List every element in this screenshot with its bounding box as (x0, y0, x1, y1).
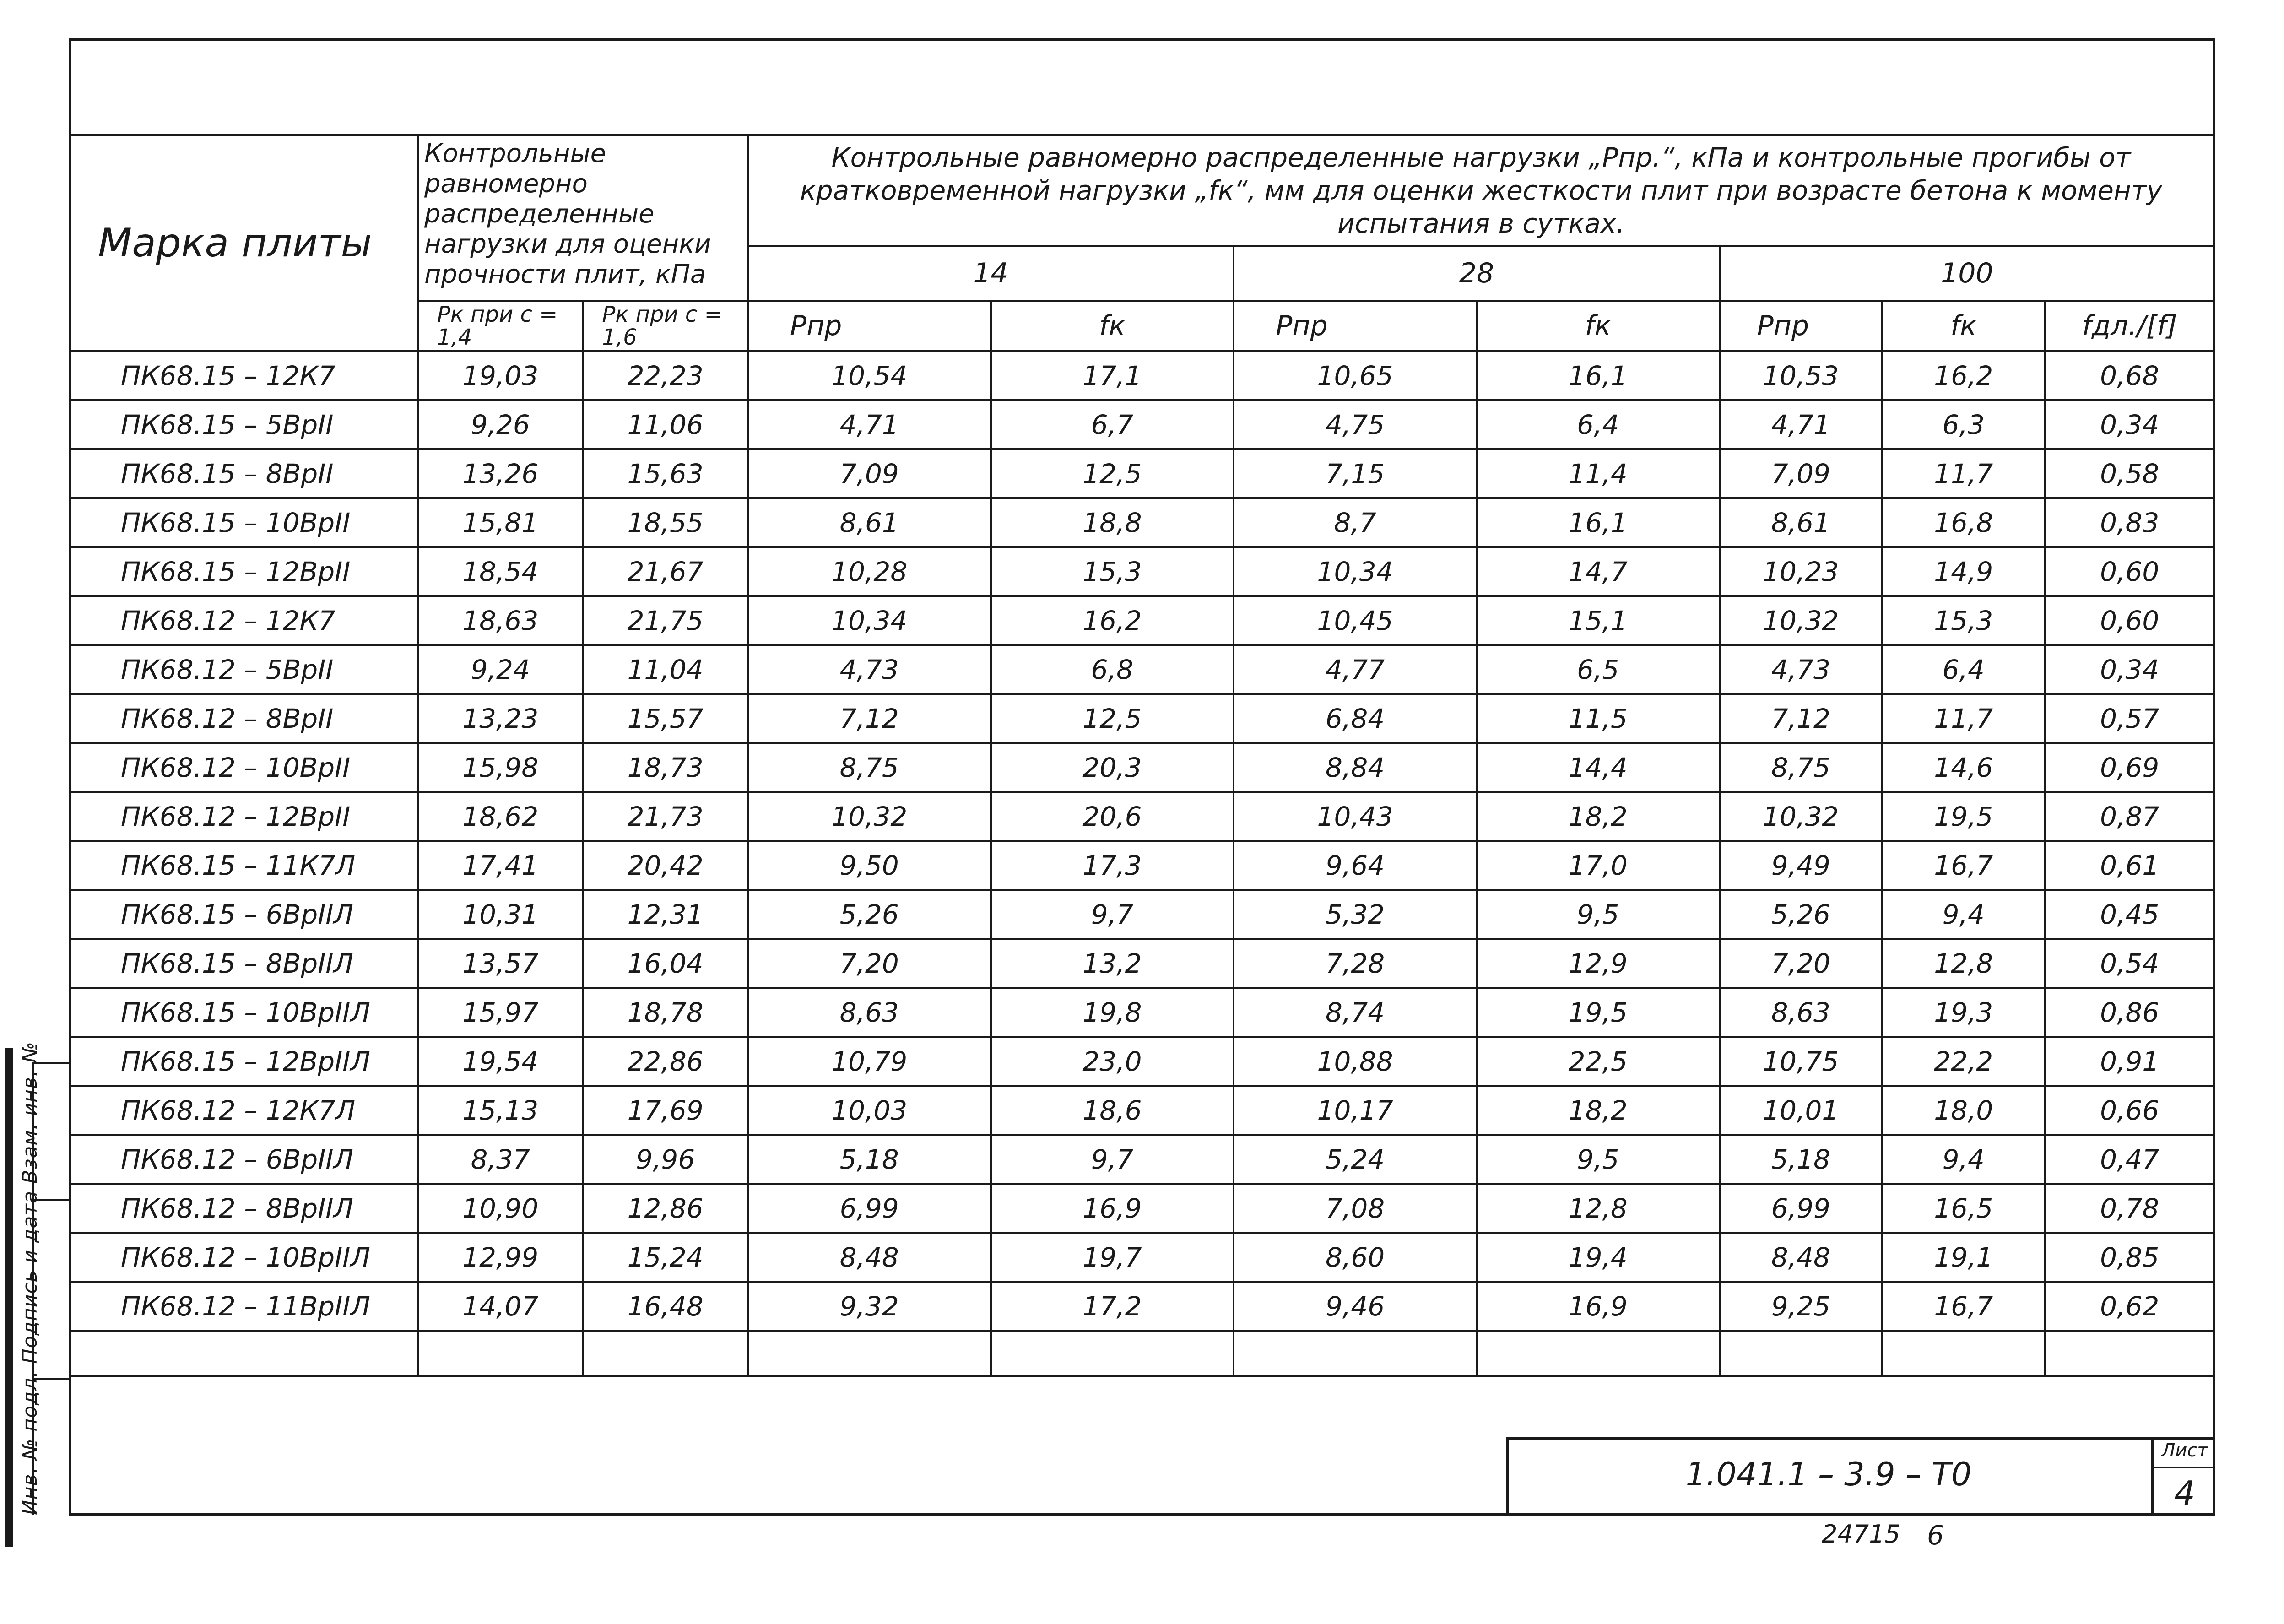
value-cell: 9,4 (1882, 890, 2045, 939)
value-cell: 16,5 (1882, 1184, 2045, 1233)
value-cell: 15,13 (418, 1086, 583, 1135)
header-fk-28: fк (1477, 301, 1720, 351)
sheet-number: 4 (2174, 1474, 2195, 1512)
value-cell: 18,62 (418, 792, 583, 841)
value-cell: 10,32 (1720, 596, 1882, 645)
value-cell: 17,3 (991, 841, 1234, 890)
value-cell: 10,54 (748, 351, 991, 400)
value-cell: 15,98 (418, 743, 583, 792)
value-cell: 16,9 (1477, 1282, 1720, 1331)
value-cell: 8,84 (1234, 743, 1477, 792)
value-cell: 16,7 (1882, 841, 2045, 890)
value-cell: 12,5 (991, 694, 1234, 743)
value-cell: 5,24 (1234, 1135, 1477, 1184)
table-row (70, 694, 2214, 743)
value-cell: 11,04 (583, 645, 747, 694)
value-cell: 8,37 (418, 1135, 583, 1184)
value-cell: 11,06 (583, 400, 747, 449)
value-cell: 4,77 (1234, 645, 1477, 694)
value-cell: 0,68 (2045, 351, 2214, 400)
archive-number: 24715 (1822, 1520, 1900, 1548)
value-cell: 16,1 (1477, 351, 1720, 400)
value-cell: 7,12 (1720, 694, 1882, 743)
value-cell: 12,8 (1882, 939, 2045, 988)
value-cell: 16,2 (1882, 351, 2045, 400)
value-cell: 20,6 (991, 792, 1234, 841)
value-cell: 11,7 (1882, 449, 2045, 498)
value-cell: 7,28 (1234, 939, 1477, 988)
value-cell: 9,96 (583, 1135, 747, 1184)
value-cell: 15,81 (418, 498, 583, 547)
table-row (70, 596, 2214, 645)
table-row-empty (70, 1331, 2214, 1376)
plate-mark-cell: ПК68.12 – 10ВрIIЛ (70, 1233, 418, 1282)
value-cell: 22,2 (1882, 1037, 2045, 1086)
value-cell: 7,09 (1720, 449, 1882, 498)
table-row (70, 400, 2214, 449)
value-cell: 10,90 (418, 1184, 583, 1233)
table-row (70, 449, 2214, 498)
value-cell: 0,60 (2045, 596, 2214, 645)
value-cell: 0,34 (2045, 400, 2214, 449)
value-cell: 8,48 (748, 1233, 991, 1282)
table-row (70, 1037, 2214, 1086)
value-cell: 7,20 (748, 939, 991, 988)
header-days-14: 14 (748, 246, 1234, 301)
header-pk-c16: Pк при c = 1,6 (583, 301, 747, 351)
value-cell: 8,48 (1720, 1233, 1882, 1282)
value-cell: 18,8 (991, 498, 1234, 547)
value-cell: 20,42 (583, 841, 747, 890)
value-cell: 13,26 (418, 449, 583, 498)
document-code: 1.041.1 – 3.9 – Т0 (1685, 1456, 1972, 1493)
value-cell: 10,23 (1720, 547, 1882, 596)
value-cell: 0,58 (2045, 449, 2214, 498)
empty-cell (583, 1331, 747, 1376)
header-fdl: fдл./[f] (2045, 301, 2214, 351)
load-table (69, 134, 2215, 1377)
value-cell: 17,0 (1477, 841, 1720, 890)
value-cell: 6,4 (1882, 645, 2045, 694)
table-row (70, 841, 2214, 890)
plate-mark-cell: ПК68.15 – 8ВрII (70, 449, 418, 498)
value-cell: 4,73 (748, 645, 991, 694)
table-row (70, 890, 2214, 939)
value-cell: 22,23 (583, 351, 747, 400)
value-cell: 19,8 (991, 988, 1234, 1037)
value-cell: 10,28 (748, 547, 991, 596)
value-cell: 18,78 (583, 988, 747, 1037)
table-row (70, 547, 2214, 596)
header-fk-14: fк (991, 301, 1234, 351)
value-cell: 22,5 (1477, 1037, 1720, 1086)
value-cell: 16,9 (991, 1184, 1234, 1233)
value-cell: 9,32 (748, 1282, 991, 1331)
value-cell: 6,7 (991, 400, 1234, 449)
value-cell: 14,07 (418, 1282, 583, 1331)
value-cell: 0,91 (2045, 1037, 2214, 1086)
table-row (70, 351, 2214, 400)
table-row (70, 1184, 2214, 1233)
value-cell: 8,75 (1720, 743, 1882, 792)
value-cell: 0,61 (2045, 841, 2214, 890)
value-cell: 17,1 (991, 351, 1234, 400)
value-cell: 4,71 (1720, 400, 1882, 449)
plate-mark-cell: ПК68.15 – 12ВрIIЛ (70, 1037, 418, 1086)
value-cell: 0,57 (2045, 694, 2214, 743)
header-days-28: 28 (1234, 246, 1719, 301)
value-cell: 10,43 (1234, 792, 1477, 841)
value-cell: 10,53 (1720, 351, 1882, 400)
table-row (70, 743, 2214, 792)
header-fk-100: fк (1882, 301, 2045, 351)
table-row (70, 988, 2214, 1037)
plate-mark-cell: ПК68.12 – 8ВрIIЛ (70, 1184, 418, 1233)
header-pk-c14: Pк при c = 1,4 (418, 301, 583, 351)
value-cell: 11,4 (1477, 449, 1720, 498)
value-cell: 18,0 (1882, 1086, 2045, 1135)
value-cell: 0,47 (2045, 1135, 2214, 1184)
value-cell: 21,73 (583, 792, 747, 841)
value-cell: 10,32 (748, 792, 991, 841)
value-cell: 0,86 (2045, 988, 2214, 1037)
value-cell: 11,5 (1477, 694, 1720, 743)
empty-cell (1477, 1331, 1720, 1376)
header-stiffness-loads: Контрольные равномерно распределенные нагрузки „Pпр.“, кПа и контрольные прогибы от кратковременной нагрузки „fк“, мм для оценки жесткости плит при возрасте бетона к моменту испытания в сутках. (748, 135, 2214, 246)
value-cell: 7,09 (748, 449, 991, 498)
value-cell: 21,67 (583, 547, 747, 596)
value-cell: 10,31 (418, 890, 583, 939)
value-cell: 13,57 (418, 939, 583, 988)
value-cell: 14,4 (1477, 743, 1720, 792)
value-cell: 14,7 (1477, 547, 1720, 596)
value-cell: 9,25 (1720, 1282, 1882, 1331)
value-cell: 4,71 (748, 400, 991, 449)
value-cell: 10,75 (1720, 1037, 1882, 1086)
value-cell: 17,41 (418, 841, 583, 890)
value-cell: 12,5 (991, 449, 1234, 498)
table-row (70, 1135, 2214, 1184)
value-cell: 15,24 (583, 1233, 747, 1282)
value-cell: 19,5 (1882, 792, 2045, 841)
plate-mark-cell: ПК68.12 – 12К7 (70, 596, 418, 645)
value-cell: 23,0 (991, 1037, 1234, 1086)
value-cell: 4,73 (1720, 645, 1882, 694)
plate-mark-cell: ПК68.15 – 12К7 (70, 351, 418, 400)
value-cell: 10,65 (1234, 351, 1477, 400)
value-cell: 18,6 (991, 1086, 1234, 1135)
plate-mark-cell: ПК68.12 – 11ВрIIЛ (70, 1282, 418, 1331)
value-cell: 5,32 (1234, 890, 1477, 939)
header-ppr-100: Pпр (1720, 301, 1882, 351)
value-cell: 19,7 (991, 1233, 1234, 1282)
title-block-sheet-divider (2151, 1467, 2215, 1468)
value-cell: 5,18 (1720, 1135, 1882, 1184)
value-cell: 22,86 (583, 1037, 747, 1086)
value-cell: 18,2 (1477, 1086, 1720, 1135)
value-cell: 6,8 (991, 645, 1234, 694)
value-cell: 18,63 (418, 596, 583, 645)
value-cell: 19,03 (418, 351, 583, 400)
value-cell: 9,50 (748, 841, 991, 890)
value-cell: 0,83 (2045, 498, 2214, 547)
empty-cell (748, 1331, 991, 1376)
value-cell: 0,34 (2045, 645, 2214, 694)
value-cell: 10,45 (1234, 596, 1477, 645)
value-cell: 18,54 (418, 547, 583, 596)
value-cell: 16,1 (1477, 498, 1720, 547)
plate-mark-cell: ПК68.12 – 5ВрII (70, 645, 418, 694)
plate-mark-cell: ПК68.12 – 8ВрII (70, 694, 418, 743)
empty-cell (1234, 1331, 1477, 1376)
value-cell: 19,54 (418, 1037, 583, 1086)
value-cell: 11,7 (1882, 694, 2045, 743)
plate-mark-cell: ПК68.15 – 6ВрIIЛ (70, 890, 418, 939)
plate-mark-cell: ПК68.12 – 10ВрII (70, 743, 418, 792)
value-cell: 0,66 (2045, 1086, 2214, 1135)
value-cell: 14,9 (1882, 547, 2045, 596)
value-cell: 5,26 (1720, 890, 1882, 939)
value-cell: 15,97 (418, 988, 583, 1037)
header-marka: Марка плиты (70, 135, 418, 351)
plate-mark-cell: ПК68.15 – 12ВрII (70, 547, 418, 596)
value-cell: 18,55 (583, 498, 747, 547)
binding-edge (5, 1048, 13, 1547)
value-cell: 16,48 (583, 1282, 747, 1331)
table-row (70, 1282, 2214, 1331)
table-row (70, 1233, 2214, 1282)
value-cell: 18,73 (583, 743, 747, 792)
value-cell: 19,5 (1477, 988, 1720, 1037)
plate-mark-cell: ПК68.15 – 10ВрII (70, 498, 418, 547)
plate-mark-cell: ПК68.15 – 8ВрIIЛ (70, 939, 418, 988)
value-cell: 10,32 (1720, 792, 1882, 841)
value-cell: 9,7 (991, 1135, 1234, 1184)
header-days-100: 100 (1720, 246, 2214, 301)
value-cell: 9,5 (1477, 890, 1720, 939)
plate-mark-cell: ПК68.12 – 12ВрII (70, 792, 418, 841)
value-cell: 0,62 (2045, 1282, 2214, 1331)
plate-mark-cell: ПК68.12 – 12К7Л (70, 1086, 418, 1135)
value-cell: 19,3 (1882, 988, 2045, 1037)
value-cell: 7,20 (1720, 939, 1882, 988)
value-cell: 9,46 (1234, 1282, 1477, 1331)
value-cell: 21,75 (583, 596, 747, 645)
empty-cell (991, 1331, 1234, 1376)
value-cell: 9,5 (1477, 1135, 1720, 1184)
empty-cell (1720, 1331, 1882, 1376)
value-cell: 10,88 (1234, 1037, 1477, 1086)
empty-cell (70, 1331, 418, 1376)
value-cell: 12,31 (583, 890, 747, 939)
header-ppr-14: Pпр (748, 301, 991, 351)
value-cell: 6,84 (1234, 694, 1477, 743)
empty-cell (1882, 1331, 2045, 1376)
value-cell: 0,54 (2045, 939, 2214, 988)
value-cell: 17,69 (583, 1086, 747, 1135)
value-cell: 17,2 (991, 1282, 1234, 1331)
value-cell: 10,17 (1234, 1086, 1477, 1135)
value-cell: 0,78 (2045, 1184, 2214, 1233)
value-cell: 16,2 (991, 596, 1234, 645)
value-cell: 6,99 (748, 1184, 991, 1233)
value-cell: 9,7 (991, 890, 1234, 939)
value-cell: 0,69 (2045, 743, 2214, 792)
value-cell: 10,03 (748, 1086, 991, 1135)
value-cell: 6,99 (1720, 1184, 1882, 1233)
side-stamp-text: Инв. № подл. Подпись и дата Взам. инв. № (18, 1041, 42, 1515)
value-cell: 19,1 (1882, 1233, 2045, 1282)
plate-mark-cell: ПК68.15 – 5ВрII (70, 400, 418, 449)
value-cell: 12,99 (418, 1233, 583, 1282)
value-cell: 8,63 (1720, 988, 1882, 1037)
plate-mark-cell: ПК68.15 – 10ВрIIЛ (70, 988, 418, 1037)
value-cell: 0,87 (2045, 792, 2214, 841)
value-cell: 8,63 (748, 988, 991, 1037)
value-cell: 9,24 (418, 645, 583, 694)
header-ppr-28: Pпр (1234, 301, 1477, 351)
value-cell: 12,9 (1477, 939, 1720, 988)
plate-mark-cell: ПК68.12 – 6ВрIIЛ (70, 1135, 418, 1184)
table-row (70, 498, 2214, 547)
table-row (70, 1086, 2214, 1135)
value-cell: 10,34 (748, 596, 991, 645)
value-cell: 13,23 (418, 694, 583, 743)
value-cell: 8,60 (1234, 1233, 1477, 1282)
value-cell: 8,61 (1720, 498, 1882, 547)
value-cell: 18,2 (1477, 792, 1720, 841)
table-row (70, 939, 2214, 988)
value-cell: 10,79 (748, 1037, 991, 1086)
empty-cell (2045, 1331, 2214, 1376)
value-cell: 20,3 (991, 743, 1234, 792)
value-cell: 9,49 (1720, 841, 1882, 890)
value-cell: 6,4 (1477, 400, 1720, 449)
value-cell: 9,4 (1882, 1135, 2045, 1184)
value-cell: 10,34 (1234, 547, 1477, 596)
value-cell: 8,74 (1234, 988, 1477, 1037)
empty-cell (418, 1331, 583, 1376)
table-row (70, 792, 2214, 841)
value-cell: 8,61 (748, 498, 991, 547)
plate-mark-cell: ПК68.15 – 11К7Л (70, 841, 418, 890)
value-cell: 5,26 (748, 890, 991, 939)
value-cell: 15,3 (1882, 596, 2045, 645)
value-cell: 12,86 (583, 1184, 747, 1233)
value-cell: 9,26 (418, 400, 583, 449)
archive-suffix: 6 (1927, 1520, 1944, 1551)
value-cell: 8,75 (748, 743, 991, 792)
value-cell: 16,8 (1882, 498, 2045, 547)
value-cell: 15,57 (583, 694, 747, 743)
value-cell: 6,5 (1477, 645, 1720, 694)
value-cell: 6,3 (1882, 400, 2045, 449)
sheet-label: Лист (2161, 1440, 2208, 1461)
value-cell: 10,01 (1720, 1086, 1882, 1135)
header-strength-loads: Контрольные равномерно распределенные нагрузки для оценки прочности плит, кПа (418, 135, 748, 301)
value-cell: 0,45 (2045, 890, 2214, 939)
value-cell: 8,7 (1234, 498, 1477, 547)
value-cell: 7,08 (1234, 1184, 1477, 1233)
value-cell: 15,1 (1477, 596, 1720, 645)
table-row (70, 645, 2214, 694)
value-cell: 0,60 (2045, 547, 2214, 596)
value-cell: 9,64 (1234, 841, 1477, 890)
value-cell: 13,2 (991, 939, 1234, 988)
value-cell: 15,3 (991, 547, 1234, 596)
value-cell: 4,75 (1234, 400, 1477, 449)
value-cell: 16,04 (583, 939, 747, 988)
value-cell: 14,6 (1882, 743, 2045, 792)
value-cell: 12,8 (1477, 1184, 1720, 1233)
value-cell: 5,18 (748, 1135, 991, 1184)
value-cell: 16,7 (1882, 1282, 2045, 1331)
value-cell: 19,4 (1477, 1233, 1720, 1282)
value-cell: 7,15 (1234, 449, 1477, 498)
value-cell: 0,85 (2045, 1233, 2214, 1282)
value-cell: 15,63 (583, 449, 747, 498)
value-cell: 7,12 (748, 694, 991, 743)
